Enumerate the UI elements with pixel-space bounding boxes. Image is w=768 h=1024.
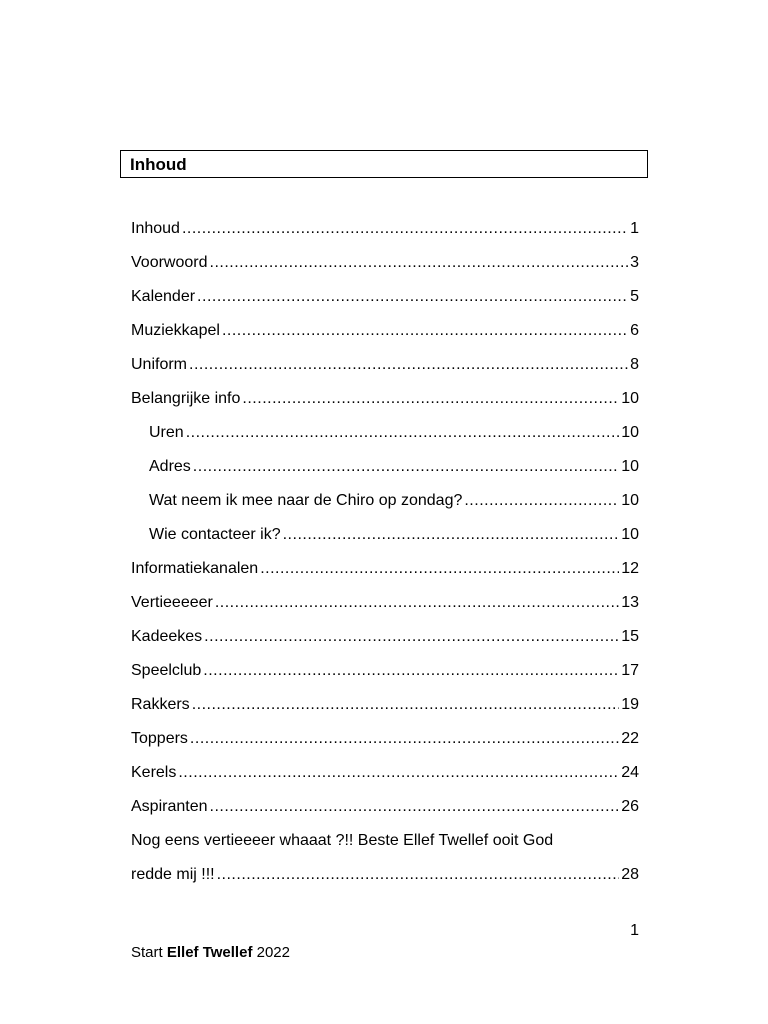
toc-entry-title: Toppers <box>131 730 188 747</box>
toc-entry-belangrijke-info[interactable] <box>131 387 639 421</box>
toc-entry-title: Muziekkapel <box>131 322 220 339</box>
toc-subentry-adres[interactable] <box>131 455 639 489</box>
toc-entry-title: Speelclub <box>131 662 202 679</box>
table-of-contents <box>131 217 639 887</box>
toc-entry-title-line2-row <box>131 863 639 887</box>
toc-entry-page: 19 <box>621 696 639 713</box>
toc-entry-page: 10 <box>621 492 639 509</box>
toc-subentry-uren[interactable] <box>131 421 639 455</box>
toc-entry-informatiekanalen[interactable] <box>131 557 639 591</box>
toc-entry-title: Wat neem ik mee naar de Chiro op zondag? <box>149 492 463 509</box>
toc-entry-voorwoord[interactable] <box>131 251 639 285</box>
toc-dot-leader <box>189 353 628 377</box>
toc-entry-page: 8 <box>630 356 639 373</box>
toc-entry-page: 15 <box>621 628 639 645</box>
toc-entry-title: Kalender <box>131 288 196 305</box>
document-footer <box>131 944 290 961</box>
toc-heading: Inhoud <box>120 150 648 178</box>
toc-entry-kadeekes[interactable] <box>131 625 639 659</box>
toc-dot-leader <box>217 863 620 887</box>
page-number: 1 <box>630 922 639 939</box>
toc-entry-rakkers[interactable] <box>131 693 639 727</box>
toc-entry-page: 3 <box>630 254 639 271</box>
toc-entry-title: Kerels <box>131 764 177 781</box>
toc-entry-page: 12 <box>621 560 639 577</box>
toc-dot-leader <box>242 387 619 411</box>
toc-entry-page: 10 <box>621 390 639 407</box>
toc-entry-title: Adres <box>149 458 191 475</box>
toc-dot-leader <box>186 421 620 445</box>
toc-dot-leader <box>197 285 628 309</box>
toc-entry-page: 6 <box>630 322 639 339</box>
toc-entry-title: Aspiranten <box>131 798 208 815</box>
toc-entry-nog-eens-vertieeeer[interactable] <box>131 829 639 887</box>
toc-entry-title: Informatiekanalen <box>131 560 259 577</box>
toc-dot-leader <box>190 727 619 751</box>
toc-subentry-wie-contacteer-ik[interactable] <box>131 523 639 557</box>
toc-entry-page: 10 <box>621 526 639 543</box>
toc-dot-leader <box>464 489 619 513</box>
toc-entry-speelclub[interactable] <box>131 659 639 693</box>
toc-entry-title-line2: redde mij !!! <box>131 866 215 883</box>
toc-entry-title: Kadeekes <box>131 628 203 645</box>
toc-entry-title: Wie contacteer ik? <box>149 526 281 543</box>
toc-entry-title: Uniform <box>131 356 188 373</box>
toc-entry-kalender[interactable] <box>131 285 639 319</box>
toc-entry-page: 5 <box>630 288 639 305</box>
toc-dot-leader <box>210 251 629 275</box>
toc-entry-page: 1 <box>630 220 639 237</box>
footer-suffix: 2022 <box>252 944 290 961</box>
toc-entry-vertieeeeer[interactable] <box>131 591 639 625</box>
toc-entry-page: 10 <box>621 458 639 475</box>
toc-dot-leader <box>210 795 620 819</box>
toc-entry-title: Uren <box>149 424 184 441</box>
toc-entry-title: Vertieeeeer <box>131 594 213 611</box>
toc-entry-toppers[interactable] <box>131 727 639 761</box>
toc-entry-page: 26 <box>621 798 639 815</box>
toc-dot-leader <box>260 557 619 581</box>
toc-dot-leader <box>215 591 619 615</box>
toc-dot-leader <box>222 319 628 343</box>
toc-dot-leader <box>203 659 619 683</box>
toc-entry-kerels[interactable] <box>131 761 639 795</box>
toc-dot-leader <box>204 625 619 649</box>
toc-entry-page: 17 <box>621 662 639 679</box>
toc-entry-page: 28 <box>621 866 639 883</box>
toc-entry-title-line1: Nog eens vertieeeer whaaat ?!! Beste Ellef Twellef ooit God <box>131 832 554 849</box>
toc-entry-page: 10 <box>621 424 639 441</box>
toc-entry-uniform[interactable] <box>131 353 639 387</box>
toc-subentry-wat-neem-ik-mee[interactable] <box>131 489 639 523</box>
toc-entry-inhoud[interactable] <box>131 217 639 251</box>
footer-bold-text: Ellef Twellef <box>166 944 253 961</box>
toc-entry-title: Inhoud <box>131 220 180 237</box>
toc-entry-title: Belangrijke info <box>131 390 241 407</box>
toc-entry-muziekkapel[interactable] <box>131 319 639 353</box>
toc-dot-leader <box>192 693 620 717</box>
toc-dot-leader <box>178 761 619 785</box>
toc-dot-leader <box>283 523 620 547</box>
footer-prefix: Start <box>131 944 167 961</box>
toc-entry-title: Voorwoord <box>131 254 208 271</box>
toc-dot-leader <box>193 455 619 479</box>
toc-entry-title: Rakkers <box>131 696 190 713</box>
toc-entry-page: 13 <box>621 594 639 611</box>
toc-entry-page: 24 <box>621 764 639 781</box>
toc-entry-page: 22 <box>621 730 639 747</box>
toc-dot-leader <box>182 217 628 241</box>
toc-entry-aspiranten[interactable] <box>131 795 639 829</box>
